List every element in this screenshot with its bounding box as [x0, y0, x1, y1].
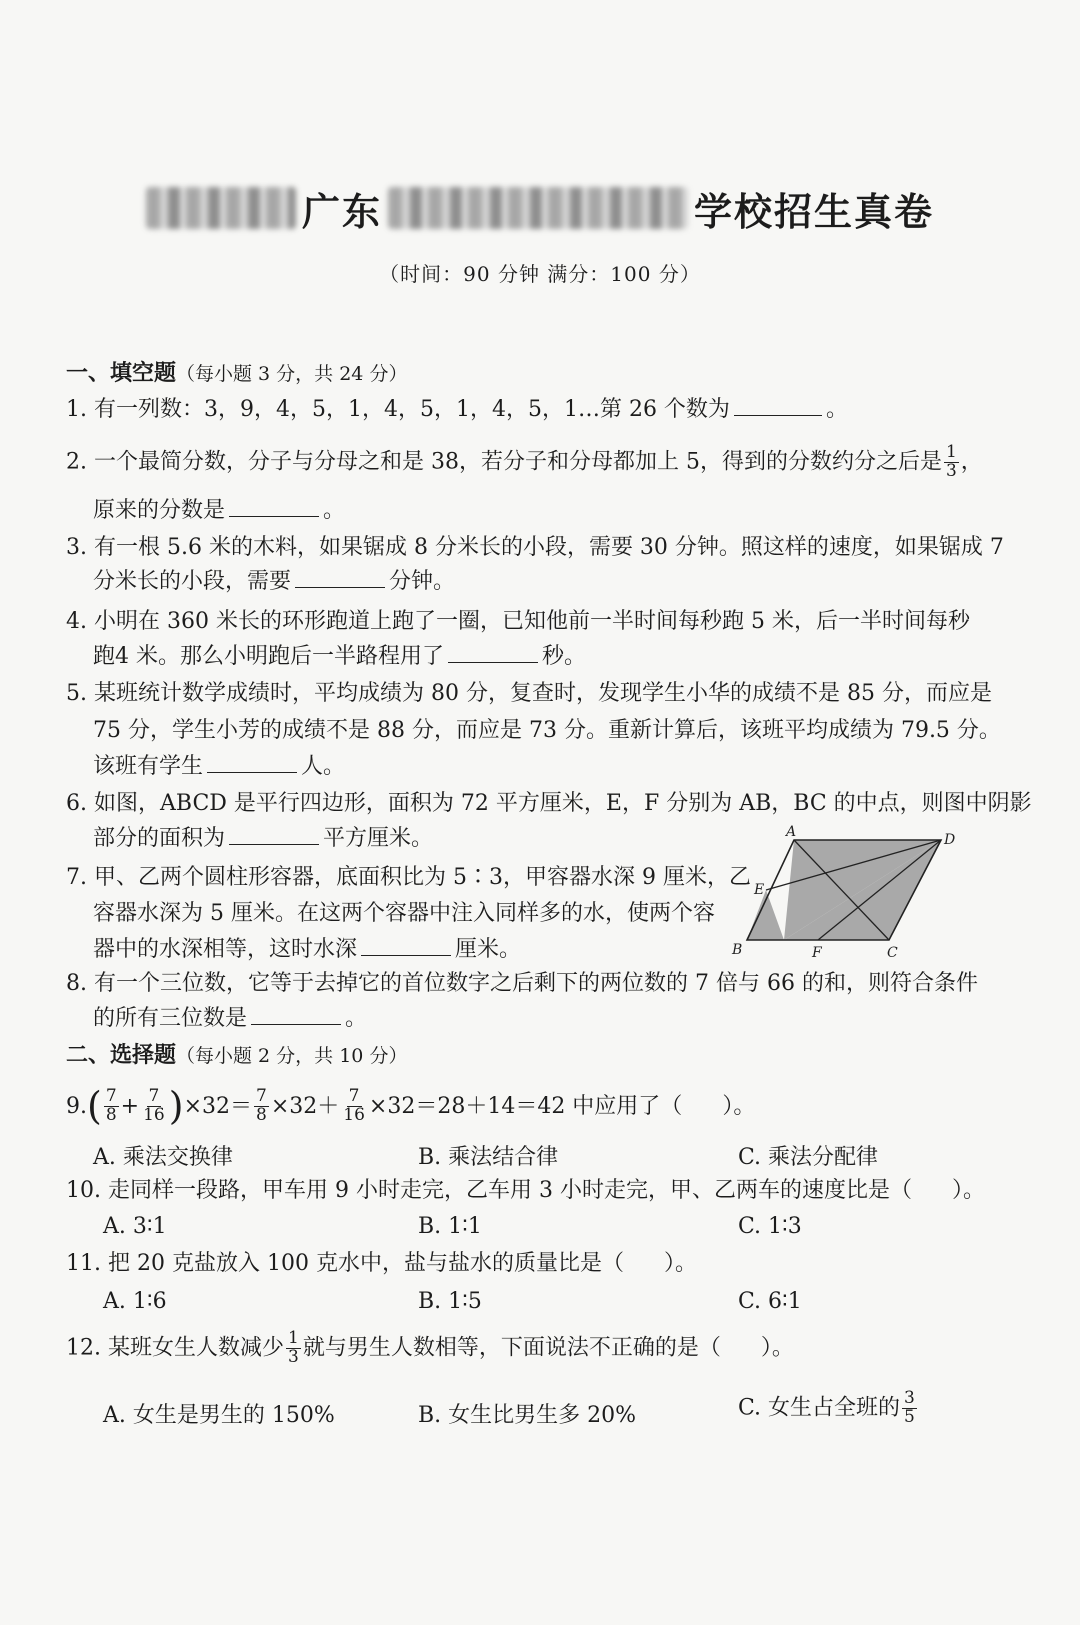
question-5: 5. 某班统计数学成绩时，平均成绩为 80 分，复查时，发现学生小华的成绩不是 85 分，而应是 — [66, 681, 992, 706]
question-8: 8. 有一个三位数，它等于去掉它的首位数字之后剩下的两位数的 7 倍与 66 的和，则符合条件 — [66, 971, 978, 996]
fraction: $\frac{7}{8}$ — [105, 1086, 117, 1126]
section2-heading: 二、选择题（每小题 2 分，共 10 分） — [66, 1042, 408, 1068]
question-6-cont: 部分的面积为 平方厘米。 — [93, 826, 434, 851]
q12-option-b[interactable]: B. 女生比男生多 20% — [418, 1403, 637, 1428]
question-9: 9.( $\frac{7}{8}$ + $\frac{7}{16}$ )×32＝ $\frac{7}{8}$ ×32＋ $\frac{7}{16}$ ×32＝28＋14＝42 中应用了（ ）。 — [66, 1084, 756, 1128]
fraction: $\frac{1}{3}$ — [945, 442, 957, 481]
question-6: 6. 如图，ABCD 是平行四边形，面积为 72 平方厘米，E，F 分别为 AB，BC 的中点，则图中阴影 — [66, 791, 1032, 816]
answer-blank[interactable] — [734, 397, 822, 416]
question-12: 12. 某班女生人数减少 $\frac{1}{3}$ 就与男生人数相等，下面说法不正确的是（ ）。 — [66, 1328, 794, 1367]
fraction: $\frac{7}{16}$ — [343, 1086, 365, 1126]
question-5-line3: 该班有学生 人。 — [93, 754, 346, 779]
question-7-line2: 容器水深为 5 厘米。在这两个容器中注入同样多的水，使两个容 — [93, 901, 715, 926]
label-d: D — [944, 832, 956, 848]
q11-option-c[interactable]: C. 6∶1 — [738, 1289, 802, 1314]
question-4-cont: 跑4 米。那么小明跑后一半路程用了 秒。 — [93, 644, 587, 669]
label-b: B — [732, 942, 743, 958]
exam-title — [0, 178, 1080, 238]
question-7-line3: 器中的水深相等，这时水深 厘米。 — [93, 937, 522, 962]
label-f: F — [812, 945, 822, 961]
section1-heading: 一、填空题（每小题 3 分，共 24 分） — [66, 360, 408, 386]
label-c: C — [887, 945, 898, 961]
fraction: $\frac{7}{16}$ — [143, 1086, 165, 1126]
title-suffix: 学校招生真卷 — [694, 188, 935, 234]
label-e: E — [754, 882, 765, 898]
shaded-triangle-left — [747, 890, 784, 940]
q11-option-b[interactable]: B. 1∶5 — [418, 1289, 482, 1314]
answer-blank[interactable] — [251, 1006, 341, 1025]
fraction: $\frac{7}{8}$ — [256, 1086, 267, 1126]
q9-option-c[interactable]: C. 乘法分配律 — [738, 1145, 879, 1170]
question-11: 11. 把 20 克盐放入 100 克水中，盐与盐水的质量比是（ ）。 — [66, 1251, 697, 1276]
question-3: 3. 有一根 5.6 米的木料，如果锯成 8 分米长的小段，需要 30 分钟。照这样的速度，如果锯成 7 — [66, 535, 1004, 560]
fraction: $\frac{3}{5}$ — [904, 1388, 915, 1427]
redacted-block — [146, 187, 296, 229]
title-province: 广东 — [301, 188, 382, 234]
answer-blank[interactable] — [361, 937, 451, 956]
q12-option-c[interactable]: C. 女生占全班的 $\frac{3}{5}$ — [738, 1388, 915, 1427]
q10-option-b[interactable]: B. 1∶1 — [418, 1214, 482, 1239]
answer-blank[interactable] — [448, 644, 538, 663]
fraction: $\frac{1}{3}$ — [287, 1328, 299, 1367]
answer-blank[interactable] — [229, 826, 319, 845]
answer-blank[interactable] — [229, 498, 319, 517]
q12-option-a[interactable]: A. 女生是男生的 150% — [103, 1403, 335, 1428]
q11-option-a[interactable]: A. 1∶6 — [103, 1289, 167, 1314]
question-7: 7. 甲、乙两个圆柱形容器，底面积比为 5∶3，甲容器水深 9 厘米，乙 — [66, 865, 751, 890]
question-2: 2. 一个最简分数，分子与分母之和是 38，若分子和分母都加上 5，得到的分数约分之后是 $\frac{1}{3}$ ， — [66, 442, 983, 481]
answer-blank[interactable] — [207, 754, 297, 773]
question-8-cont: 的所有三位数是 。 — [93, 1006, 368, 1031]
question-3-cont: 分米长的小段，需要 分钟。 — [93, 569, 456, 594]
question-1: 1. 有一列数：3，9，4，5，1，4，5，1，4，5，1…第 26 个数为 。 — [66, 397, 848, 422]
answer-blank[interactable] — [295, 569, 385, 588]
exam-subtitle: （时间：90 分钟 满分：100 分） — [379, 262, 701, 286]
question-10: 10. 走同样一段路，甲车用 9 小时走完，乙车用 3 小时走完，甲、乙两车的速度比是（ ）。 — [66, 1178, 985, 1203]
q10-option-a[interactable]: A. 3∶1 — [103, 1214, 167, 1239]
parallelogram-figure — [724, 824, 964, 966]
question-2-cont: 原来的分数是 。 — [93, 498, 346, 523]
question-4: 4. 小明在 360 米长的环形跑道上跑了一圈，已知他前一半时间每秒跑 5 米，后一半时间每秒 — [66, 609, 970, 634]
q9-option-b[interactable]: B. 乘法结合律 — [418, 1145, 559, 1170]
question-5-line2: 75 分，学生小芳的成绩不是 88 分，而应是 73 分。重新计算后，该班平均成绩为 79.5 分。 — [93, 718, 1001, 743]
q9-option-a[interactable]: A. 乘法交换律 — [93, 1145, 233, 1170]
q10-option-c[interactable]: C. 1∶3 — [738, 1214, 802, 1239]
redacted-block — [388, 187, 688, 229]
label-a: A — [786, 824, 797, 840]
